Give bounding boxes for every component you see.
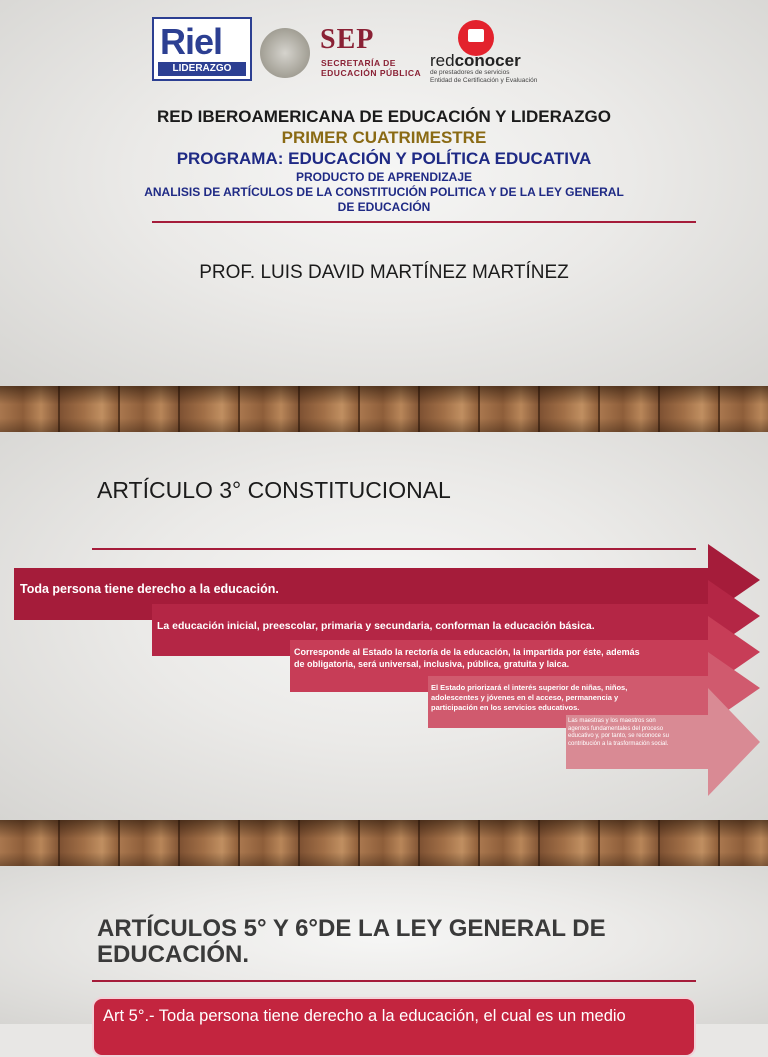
- sep-logo-subtitle: SECRETARÍA DE EDUCACIÓN PÚBLICA: [321, 58, 422, 78]
- analysis-heading-line1: ANALISIS DE ARTÍCULOS DE LA CONSTITUCIÓN POLITICA Y DE LA LEY GENERAL: [144, 185, 624, 199]
- org-heading: RED IBEROAMERICANA DE EDUCACIÓN Y LIDERAZGO: [157, 107, 611, 126]
- riel-logo: [152, 17, 252, 81]
- mexico-seal-icon: [260, 28, 310, 78]
- step-2-text: La educación inicial, preescolar, primaria y secundaria, conforman la educación básica.: [157, 620, 595, 632]
- article-3-title: ARTÍCULO 3° CONSTITUCIONAL: [97, 477, 451, 503]
- redconocer-logo-subtitle: de prestadores de servicios Entidad de Certificación y Evaluación: [430, 69, 538, 84]
- sep-logo-text: SEP: [320, 24, 375, 55]
- riel-logo-text: Riel: [160, 21, 223, 62]
- article-5-card: [92, 997, 696, 1057]
- product-heading: PRODUCTO DE APRENDIZAJE: [295, 170, 473, 184]
- step-1-text: Toda persona tiene derecho a la educación.: [20, 582, 279, 596]
- articles-5-6-title: ARTÍCULOS 5° Y 6°DE LA LEY GENERAL DE EDUCACIÓN.: [97, 915, 606, 968]
- redconocer-logo-text: redconocer: [430, 51, 521, 70]
- wood-floor-divider-2: [0, 820, 768, 866]
- article-5-text: Art 5°.- Toda persona tiene derecho a la educación, el cual es un medio: [103, 1007, 626, 1025]
- step-5-text: Las maestras y los maestros son agentes fundamentales del proceso educativo y, por tanto, se reconoce su contribución a la trasformación social.: [568, 718, 669, 747]
- wood-floor-divider: [0, 386, 768, 432]
- title-divider: [152, 221, 696, 223]
- term-heading: PRIMER CUATRIMESTRE: [281, 128, 487, 147]
- articles-5-6-divider: [92, 980, 696, 982]
- step-3-text: Corresponde al Estado la rectoría de la educación, la impartida por éste, además de obligatoria, será universal, inclusiva, pública, gratuita y laica.: [294, 647, 640, 669]
- riel-logo-subtitle: LIDERAZGO: [158, 62, 246, 76]
- slide-article-3: [0, 432, 768, 820]
- step-4-text: El Estado priorizará el interés superior de niñas, niños, adolescentes y jóvenes en el acceso, permanencia y participación en los servicios educativos.: [431, 683, 628, 712]
- program-heading: PROGRAMA: EDUCACIÓN Y POLÍTICA EDUCATIVA: [176, 149, 592, 168]
- professor-name: PROF. LUIS DAVID MARTÍNEZ MARTÍNEZ: [199, 262, 569, 283]
- slide-title: [0, 0, 768, 386]
- analysis-heading-line2: DE EDUCACIÓN: [337, 200, 431, 214]
- step-arrow-5: [566, 688, 760, 798]
